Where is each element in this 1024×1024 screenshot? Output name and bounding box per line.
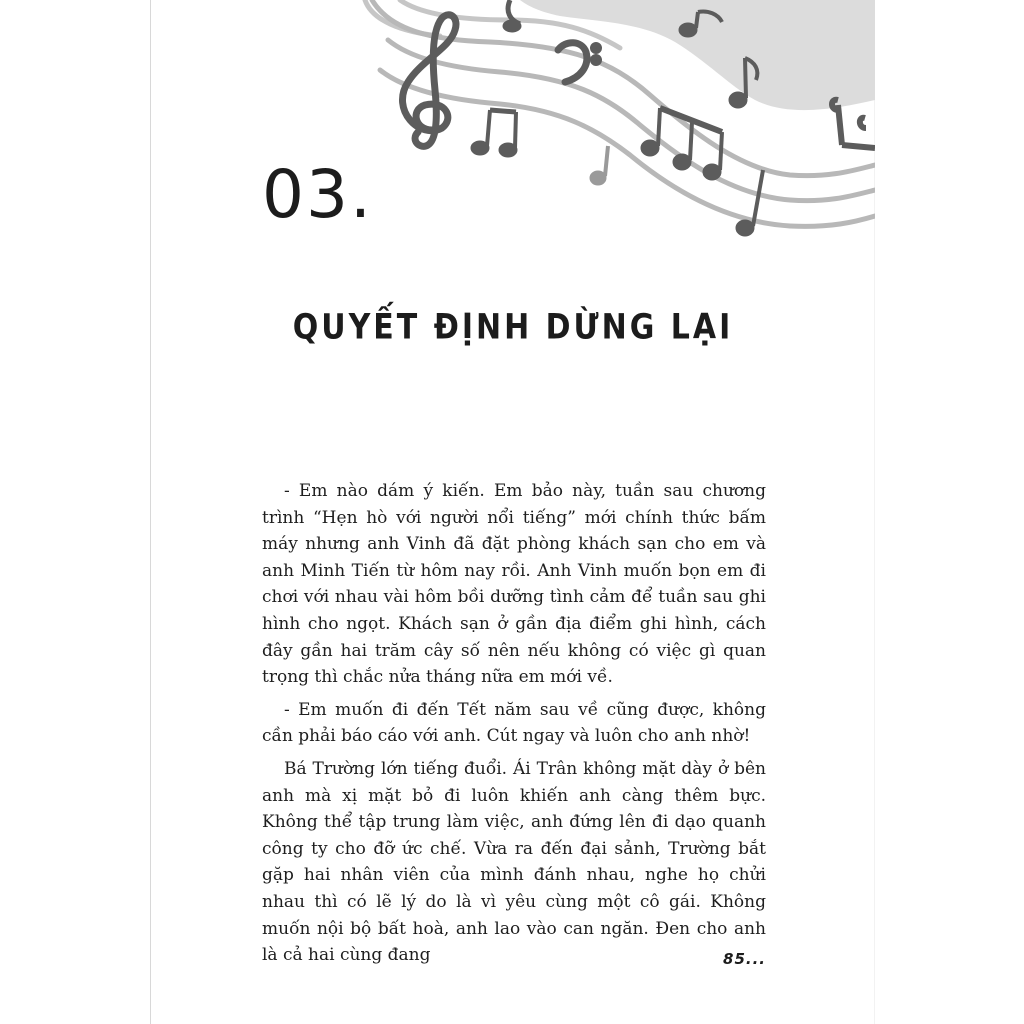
paragraph: - Em nào dám ý kiến. Em bảo này, tuần sau chương trình “Hẹn hò với người nổi tiếng” mới chính thức bấm máy nhưng anh Vinh đã đặt phòng khách sạn cho em và anh Minh Tiến từ hôm nay rồi. Anh Vinh muốn bọn em đi chơi với nhau vài hôm bồi dưỡng tình cảm để tuần sau ghi hình cho ngọt. Khách sạn ở gần địa điểm ghi hình, cách đây gần hai trăm cây số nên nếu không có việc gì quan trọng thì chắc nửa tháng nữa em mới về. — [262, 481, 766, 688]
chapter-title: QUYẾT ĐỊNH DỪNG LẠI — [292, 307, 734, 348]
paragraph: Bá Trường lớn tiếng đuổi. Ái Trân không mặt dày ở bên anh mà xị mặt bỏ đi luôn khiến anh càng thêm bực. Không thể tập trung làm việc, anh đứng lên đi dạo quanh công ty cho đỡ ức chế. Vừa ra đến đại sảnh, Trường bắt gặp hai nhân viên của mình đánh nhau, nghe họ chửi nhau thì có lẽ lý do là vì yêu cùng một cô gái. Không muốn nội bộ bất hoà, anh lao vào can ngăn. Đen cho anh là cả hai cùng đang — [262, 758, 766, 966]
paragraph: - Em muốn đi đến Tết năm sau về cũng được, không cần phải báo cáo với anh. Cút ngay và luôn cho anh nhờ! — [262, 699, 766, 747]
eighth-note-icon — [503, 0, 521, 32]
beamed-notes-icon — [471, 110, 517, 157]
beamed-notes-icon — [832, 100, 875, 148]
body-text — [262, 478, 766, 975]
chapter-number: 03. — [262, 156, 373, 233]
quarter-note-icon — [736, 170, 763, 236]
bass-clef-icon — [558, 43, 599, 82]
music-staff-illustration — [360, 0, 875, 245]
quarter-note-icon — [590, 146, 608, 185]
page-edge-line — [150, 0, 151, 1024]
page-number: 85... — [723, 950, 766, 968]
